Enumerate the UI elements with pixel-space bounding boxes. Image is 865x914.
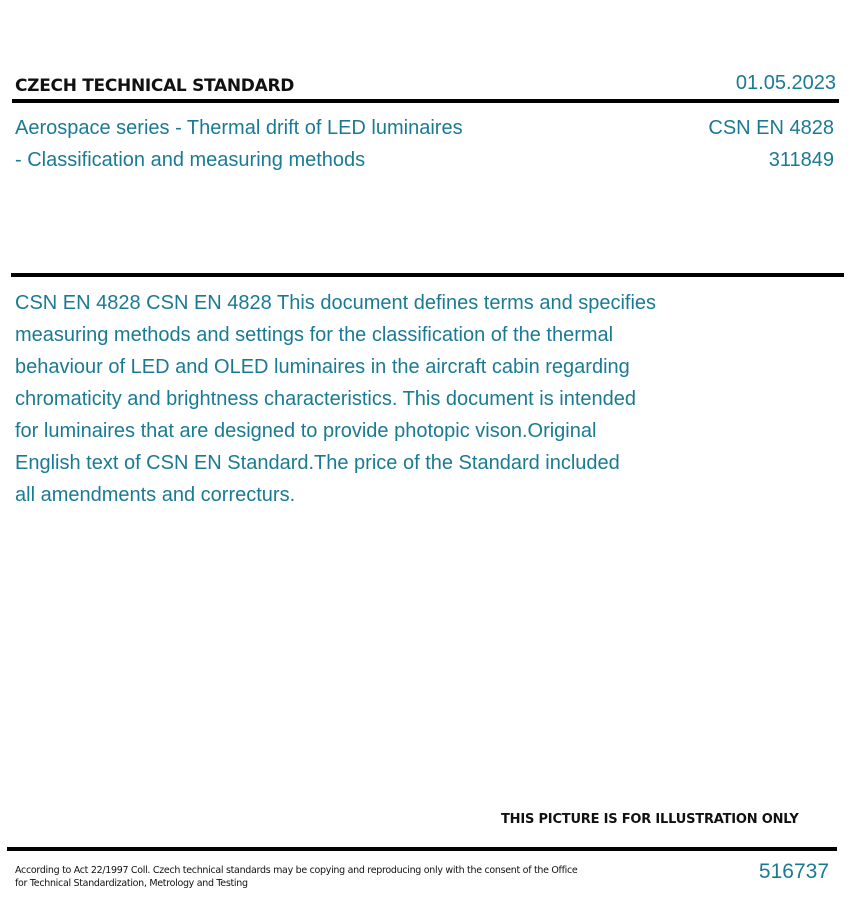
- illustration-note: THIS PICTURE IS FOR ILLUSTRATION ONLY: [501, 812, 799, 827]
- standard-code: CSN EN 4828: [708, 117, 834, 139]
- legal-notice-line-2: for Technical Standardization, Metrology and Testing: [15, 878, 248, 889]
- description-line: for luminaires that are designed to provide photopic vison.Original: [15, 420, 597, 442]
- description-line: English text of CSN EN Standard.The price of the Standard included: [15, 452, 620, 474]
- top-divider: [12, 99, 839, 103]
- document-id: 516737: [758, 860, 829, 883]
- legal-notice-line-1: According to Act 22/1997 Coll. Czech technical standards may be copying and reproducing only with the consent of the Office: [15, 865, 578, 876]
- bottom-divider: [7, 847, 837, 851]
- standard-title-line-2: - Classification and measuring methods: [15, 149, 366, 171]
- description-line: behaviour of LED and OLED luminaires in the aircraft cabin regarding: [15, 356, 630, 378]
- description-line: measuring methods and settings for the classification of the thermal: [15, 324, 614, 346]
- description-block: [15, 287, 735, 511]
- middle-divider: [11, 273, 844, 277]
- document-type-label: CZECH TECHNICAL STANDARD: [15, 76, 295, 96]
- standard-title-line-1: Aerospace series - Thermal drift of LED luminaires: [15, 117, 463, 139]
- legal-notice: [15, 864, 577, 890]
- description-line: all amendments and correcturs.: [15, 484, 296, 506]
- description-line: CSN EN 4828 CSN EN 4828 This document defines terms and specifies: [15, 292, 657, 314]
- description-line: chromaticity and brightness characteristics. This document is intended: [15, 388, 637, 410]
- catalog-number: 311849: [768, 149, 834, 171]
- publication-date: 01.05.2023: [735, 72, 836, 94]
